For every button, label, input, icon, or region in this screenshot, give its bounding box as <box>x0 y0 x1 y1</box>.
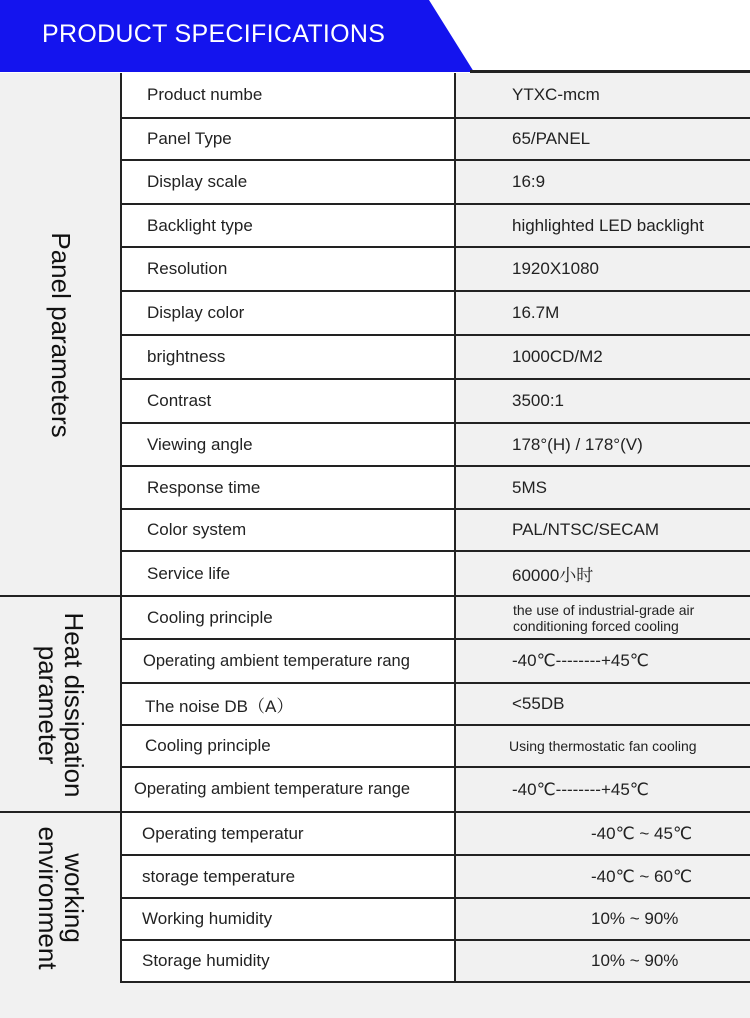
spec-value: 16:9 <box>512 172 546 191</box>
spec-name: Resolution <box>121 248 454 290</box>
spec-value: -40℃ ~ 60℃ <box>591 866 693 886</box>
spec-name: Product numbe <box>121 73 454 117</box>
spec-name: Panel Type <box>121 119 454 159</box>
table-row <box>121 380 750 424</box>
spec-name: Working humidity <box>121 899 454 939</box>
spec-name: Operating temperatur <box>121 813 454 854</box>
spec-value: 178°(H) / 178°(V) <box>512 434 643 454</box>
spec-name: storage temperature <box>121 856 454 897</box>
table-row <box>121 768 750 813</box>
spec-name: Contrast <box>121 380 454 422</box>
spec-value: 5MS <box>512 477 547 497</box>
table-row <box>121 684 750 726</box>
spec-value: 16.7M <box>512 303 560 322</box>
table-row <box>121 856 750 899</box>
table-row <box>121 899 750 941</box>
table-row <box>121 640 750 684</box>
spec-value: YTXC-mcm <box>512 85 600 104</box>
category-label: Panel parameters <box>45 232 76 438</box>
spec-name: Backlight type <box>121 205 454 246</box>
table-row <box>121 510 750 552</box>
header-banner <box>0 0 477 72</box>
spec-sheet <box>0 73 750 1018</box>
spec-name: The noise DB（A） <box>121 684 454 724</box>
spec-value: 1920X1080 <box>512 259 599 278</box>
spec-name: Viewing angle <box>121 424 454 465</box>
page-title: PRODUCT SPECIFICATIONS <box>42 20 386 48</box>
table-row <box>121 248 750 292</box>
column-divider <box>454 73 456 983</box>
spec-name: Display color <box>121 292 454 334</box>
spec-value: Using thermostatic fan cooling <box>509 738 697 754</box>
spec-value: <55DB <box>512 694 565 713</box>
spec-value: 3500:1 <box>512 391 564 410</box>
spec-name: brightness <box>121 336 454 378</box>
category-panel-parameters <box>0 73 121 597</box>
spec-name: Storage humidity <box>121 941 454 981</box>
spec-value: 1000CD/M2 <box>512 347 603 366</box>
spec-table <box>0 73 750 983</box>
spec-value: 10% ~ 90% <box>591 951 679 970</box>
spec-name: Operating ambient temperature range <box>121 768 454 811</box>
category-label: working environment <box>32 826 89 970</box>
category-heat-dissipation <box>0 595 121 813</box>
table-row <box>121 205 750 248</box>
table-row <box>121 597 750 640</box>
spec-value: highlighted LED backlight <box>512 215 704 235</box>
table-row <box>121 941 750 983</box>
category-working-environment <box>0 811 121 983</box>
spec-name: Display scale <box>121 161 454 203</box>
spec-name: Cooling principle <box>121 726 454 766</box>
spec-value: the use of industrial-grade air conditioning forced cooling <box>513 601 695 634</box>
category-label: Heat dissipation parameter <box>32 612 89 798</box>
table-row <box>121 813 750 856</box>
spec-value: 10% ~ 90% <box>591 909 679 928</box>
spec-name: Cooling principle <box>121 597 454 638</box>
spec-value: 60000小时 <box>512 566 594 585</box>
table-row <box>121 467 750 510</box>
table-row <box>121 161 750 205</box>
table-row <box>121 292 750 336</box>
spec-name: Operating ambient temperature rang <box>121 640 454 682</box>
spec-value: PAL/NTSC/SECAM <box>512 520 660 539</box>
spec-name: Color system <box>121 510 454 550</box>
spec-value: -40℃--------+45℃ <box>512 651 649 670</box>
spec-value: -40℃--------+45℃ <box>512 779 649 799</box>
table-row <box>121 726 750 768</box>
spec-value: -40℃ ~ 45℃ <box>591 823 693 843</box>
spec-name: Response time <box>121 467 454 508</box>
spec-value: 65/PANEL <box>512 129 591 148</box>
column-divider <box>120 73 122 983</box>
table-row <box>121 424 750 467</box>
table-row <box>121 336 750 380</box>
table-row <box>121 552 750 597</box>
spec-name: Service life <box>121 552 454 595</box>
table-row <box>121 73 750 119</box>
table-row <box>121 119 750 161</box>
